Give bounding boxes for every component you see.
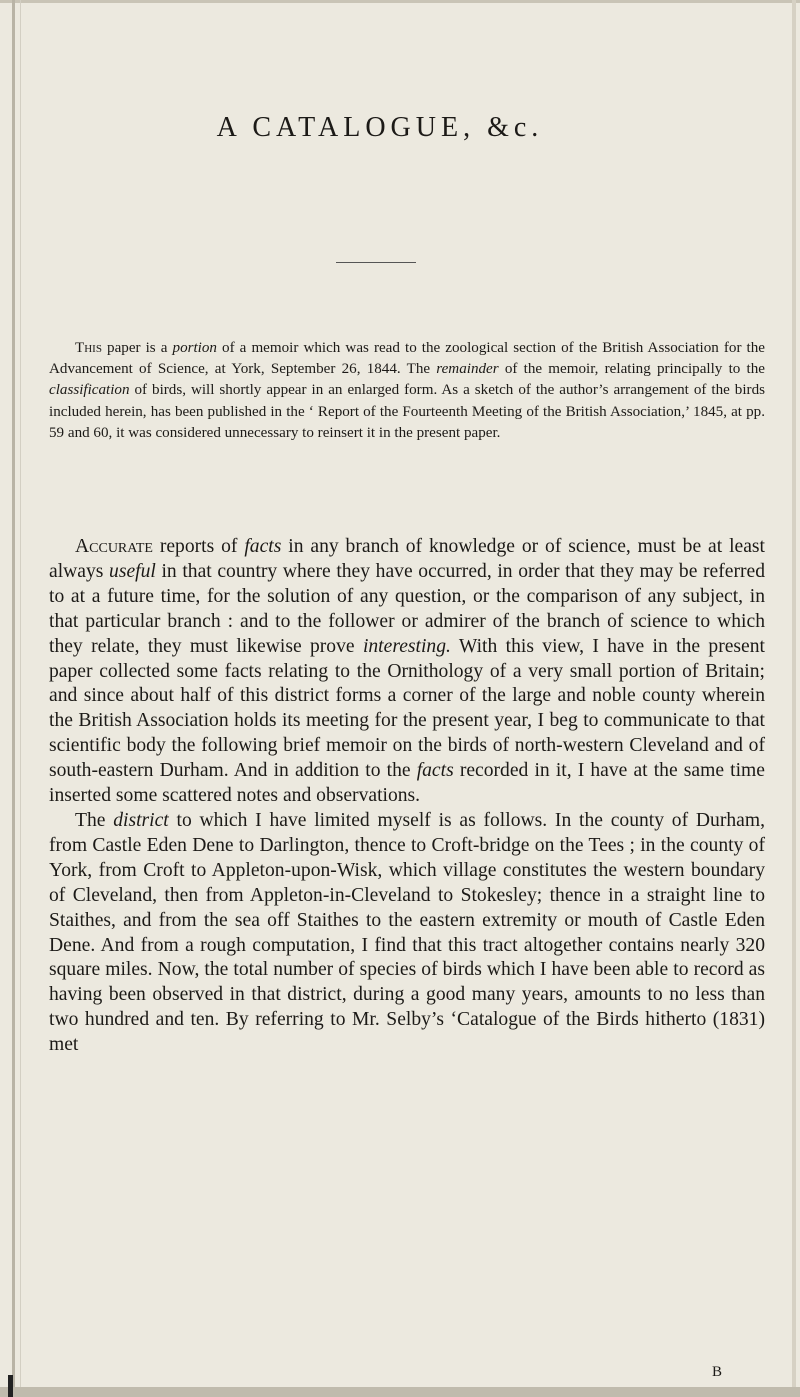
page-edge-right (792, 0, 796, 1397)
para-text: recorded in it, I have at the same time inserted some scattered notes and observations. (49, 760, 765, 807)
para-text: in any branch of knowledge or of science, must be at least always (49, 536, 765, 582)
note-text: of the memoir, relating principally to the (498, 361, 765, 378)
para-italic: useful (109, 560, 156, 582)
signature-mark: B (712, 1364, 723, 1380)
para-italic: facts (416, 760, 454, 782)
note-text: paper is a (101, 340, 173, 356)
note-paragraph (49, 338, 765, 444)
para-italic: facts (244, 536, 282, 557)
note-italic: portion (172, 340, 217, 356)
note-text: of a memoir which was read to the zoological section of the British Association for the Advancement of Science, at York, September 26, 1844. The (49, 340, 765, 378)
para-italic: interesting. (362, 635, 451, 657)
title-rule (336, 262, 416, 263)
page-edge-top (0, 0, 800, 3)
para-text: With this view, I have in the present paper collected some facts relating to the Ornithology of a very small portion of Britain; and since about half of this district forms a corner of the large and noble county wherein the British Association holds its meeting for the present year, I beg to communicate to that scientific body the following brief memoir on the birds of north-western Cleveland and of south-eastern Durham. And in addition to the (49, 635, 765, 782)
para-italic: district (113, 809, 169, 831)
note-text: of birds, will shortly appear in an enlarged form. As a sketch of the author’s arrangement of the birds included herein, has been published in the ‘ Report of the Fourteenth Meeting of the British Association,’ 1845, at pp. 59 and 60, it was considered unnecessary to reinsert it in the present paper. (49, 382, 765, 441)
paragraph-1 (49, 535, 765, 809)
body-text (49, 535, 765, 1058)
note-italic: remainder (436, 361, 499, 378)
para-text: The (75, 809, 114, 831)
page-edge-left-inner (20, 0, 21, 1397)
para-text: reports of (152, 536, 245, 557)
note-lead-word: This (75, 340, 102, 356)
prefatory-note (49, 338, 765, 444)
paragraph-2 (49, 809, 765, 1058)
para-text: in that country where they have occurred, in order that they may be referred to at a future time, for the solution of any question, or the comparison of any subject, in that particular branch : and to the follower or admirer of the branch of science to which they relate, they must likewise prove (49, 560, 766, 657)
para-text: to which I have limited myself is as follows. In the county of Durham, from Castle Eden Dene to Darlington, thence to Croft-bridge on the Tees ; in the county of York, from Croft to Appleton-upon-Wisk, which village constitutes the western boundary of Cleveland, then from Appleton-in-Cleveland to Stokesley; thence in a straight line to Staithes, and from the sea off Staithes to the eastern extremity or mouth of Castle Eden Dene. And from a rough computation, I find that this tract altogether contains nearly 320 square miles. Now, the total number of species of birds which I have been able to record as having been observed in that district, during a good many years, amounts to no less than two hundred and ten. By referring to Mr. Selby’s ‘Catalogue of the Birds hitherto (1831) met (49, 809, 765, 1056)
scan-mark (8, 1375, 13, 1397)
para-lead-word: Accurate (75, 536, 153, 557)
page-edge-bottom (0, 1387, 800, 1397)
note-italic: classification (49, 382, 130, 399)
page-title: A CATALOGUE, &c. (216, 112, 544, 143)
page-edge-left (12, 0, 15, 1397)
